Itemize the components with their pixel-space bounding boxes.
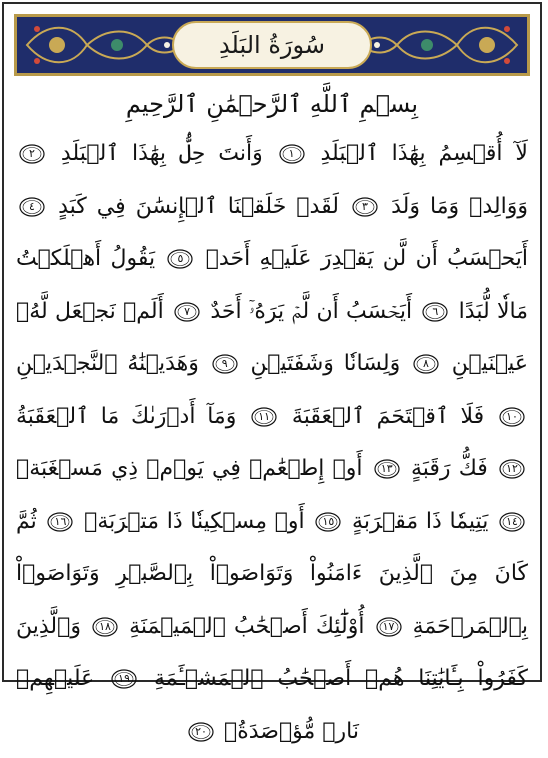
surah-title: سُورَةُ البَلَدِ: [218, 31, 326, 59]
left-ornament-icon: [17, 17, 187, 73]
verse-number: ٦: [432, 304, 439, 318]
verse-end-marker: [376, 617, 402, 637]
mushaf-page: [2, 2, 542, 744]
verse-text: أُوْلَٰٓئِكَ أَصۡحَٰبُ ٱلۡمَيۡمَنَةِ: [129, 613, 365, 639]
verse-end-marker: [279, 144, 305, 164]
verse-text: وَٱلَّذِينَ كَفَرُواْ بِـَٔايَٰتِنَا هُمۡ أَصۡحَٰبُ ٱلۡمَشۡـَٔمَةِ: [16, 613, 528, 691]
verse-number: ١٩: [118, 672, 130, 685]
verse-end-marker: [499, 459, 525, 479]
verse-text: أَيَحۡسَبُ أَن لَّن يَقۡدِرَ عَلَيۡهِ أَحَدٞ: [205, 246, 529, 271]
verse-text: فَلَا ٱقۡتَحَمَ ٱلۡعَقَبَةَ: [291, 403, 485, 429]
verse-text: ثُمَّ كَانَ مِنَ ٱلَّذِينَ ءَامَنُواْ وَتَوَاصَوۡاْ بِٱلصَّبۡرِ وَتَوَاصَوۡاْ بِٱلۡمَرۡحَمَةِ: [16, 508, 528, 639]
verse-text: وَمَآ أَدۡرَىٰكَ مَا ٱلۡعَقَبَةُ: [16, 403, 237, 429]
verse-number: ١٦: [54, 514, 67, 528]
verse-number: ٥: [177, 252, 184, 265]
verse-end-marker: [111, 669, 137, 689]
verse-end-marker: [374, 459, 400, 479]
verse-end-marker: [212, 354, 238, 374]
verse-number: ١٠: [506, 409, 518, 423]
verse-number: ٢٠: [195, 724, 207, 738]
verse-number: ٣: [362, 199, 368, 213]
basmala: بِسۡمِ ٱللَّهِ ٱلرَّحۡمَٰنِ ٱلرَّحِيمِ: [125, 90, 419, 118]
verse-text: أَلَمۡ نَجۡعَل لَّهُۥ عَيۡنَيۡنِ: [16, 298, 528, 376]
verse-number: ١١: [258, 409, 271, 423]
verse-end-marker: [413, 354, 439, 374]
verse-text: أَوۡ إِطۡعَٰمٞ فِي يَوۡمٖ ذِي مَسۡغَبَةٖ: [16, 456, 363, 481]
verse-number: ١٤: [506, 514, 518, 528]
verse-end-marker: [422, 302, 448, 322]
verse-text: أَيَحۡسَبُ أَن لَّمۡ يَرَهُۥٓ أَحَدٌ: [210, 298, 413, 324]
verse-text: يَقُولُ أَهۡلَكۡتُ مَالٗا لُّبَدًا: [16, 246, 528, 324]
right-ornament-icon: [357, 17, 527, 73]
verse-number: ١٣: [380, 462, 393, 475]
verse-text: أَوۡ مِسۡكِينٗا ذَا مَتۡرَبَةٖ: [84, 508, 305, 534]
verse-text: وَأَنتَ حِلُّۢ بِهَٰذَا ٱلۡبَلَدِ: [60, 141, 263, 166]
verse-number: ٤: [29, 199, 35, 213]
verses-block: [16, 128, 528, 758]
verse-text: يَتِيمٗا ذَا مَقۡرَبَةٍ: [352, 508, 489, 534]
verse-end-marker: [19, 197, 45, 217]
verse-text: لَقَدۡ خَلَقۡنَا ٱلۡإِنسَٰنَ فِي كَبَدٍ: [58, 193, 339, 219]
verse-end-marker: [352, 197, 378, 217]
verse-text: لَآ أُقۡسِمُ بِهَٰذَا ٱلۡبَلَدِ: [320, 141, 528, 166]
verse-number: ١: [288, 147, 295, 160]
verse-end-marker: [251, 407, 277, 427]
verse-number: ٩: [221, 357, 228, 370]
verse-number: ١٨: [99, 619, 111, 633]
verse-end-marker: [92, 617, 118, 637]
verse-end-marker: [19, 144, 45, 164]
verse-end-marker: [315, 512, 341, 532]
verse-end-marker: [188, 722, 214, 742]
verse-text: وَلِسَانٗا وَشَفَتَيۡنِ: [250, 351, 401, 376]
verse-end-marker: [47, 512, 73, 532]
surah-header-banner: [14, 14, 530, 76]
verse-number: ٢: [29, 147, 35, 160]
verse-number: ٧: [184, 304, 190, 318]
verse-end-marker: [499, 407, 525, 427]
verse-number: ١٧: [382, 619, 395, 633]
verse-text: فَكُّ رَقَبَةٍ: [410, 456, 488, 481]
verse-text: عَلَيۡهِمۡ نَارٞ مُّؤۡصَدَةُۢ: [16, 666, 359, 744]
verse-number: ٨: [423, 357, 429, 370]
verse-text: وَوَالِدٖ وَمَا وَلَدَ: [391, 193, 528, 219]
verse-end-marker: [167, 249, 193, 269]
surah-title-cartouche: [172, 21, 372, 69]
verse-number: ١٥: [322, 514, 335, 528]
verse-number: ١٢: [506, 462, 518, 475]
verse-end-marker: [174, 302, 200, 322]
verse-end-marker: [499, 512, 525, 532]
verse-text: وَهَدَيۡنَٰهُ ٱلنَّجۡدَيۡنِ: [16, 351, 199, 376]
